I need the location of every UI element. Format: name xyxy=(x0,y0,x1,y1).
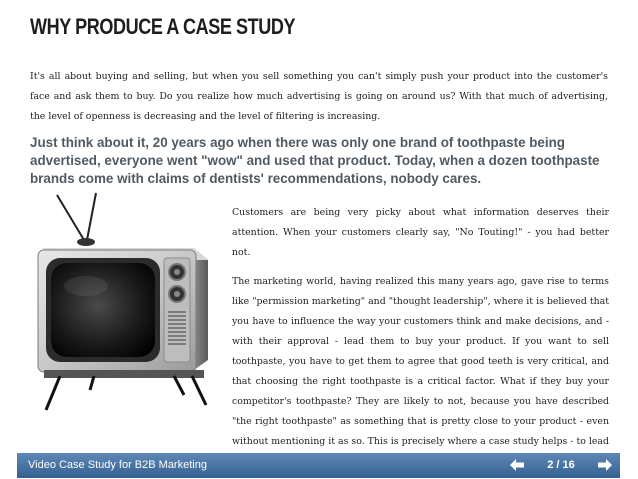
previous-slide-button[interactable] xyxy=(507,456,527,474)
next-slide-button[interactable] xyxy=(595,456,615,474)
footer-title: Video Case Study for B2B Marketing xyxy=(28,459,207,471)
arrow-right-icon xyxy=(597,458,613,472)
page-counter: 2 / 16 xyxy=(547,459,575,471)
highlight-quote: Just think about it, 20 years ago when there was only one brand of toothpaste being advertised, everyone went "wow" and used that product. Today, when a dozen toothpaste brands come with claims of dentists' recommendations, nobody cares. xyxy=(30,135,600,186)
vintage-tv-image xyxy=(24,190,224,415)
slide-title: WHY PRODUCE A CASE STUDY xyxy=(30,14,296,39)
arrow-left-icon xyxy=(509,458,525,472)
body-paragraph-2: The marketing world, having realized this many years ago, gave rise to terms like "permission marketing" and "thought leadership", where it is believed that you have to influence the way your customers think and make decisions, and - with their approval - lead them to buy your product. If you want to sell toothpaste, you have to get them to agree that good teeth is very critical, and that choosing the right toothpaste is a critical factor. What if they buy your competitor's toothpaste? They are likely to not, because you have described "the right toothpaste" as something that is pretty close to your product - even without mentioning it as so. This is precisely where a case study helps - to lead xyxy=(232,276,609,447)
vintage-tv-icon xyxy=(24,190,224,415)
body-column xyxy=(232,203,609,472)
body-paragraph-1: Customers are being very picky about what information deserves their attention. When your customers clearly say, "No Touting!" - you had better not. xyxy=(232,207,609,258)
intro-paragraph: It's all about buying and selling, but when you sell something you can't simply push your product into the customer's face and ask them to buy. Do you realize how much advertising is going on around us? With that much of advertising, the level of openness is decreasing and the level of filtering is increasing. xyxy=(30,71,608,122)
footer-bar xyxy=(17,453,620,478)
